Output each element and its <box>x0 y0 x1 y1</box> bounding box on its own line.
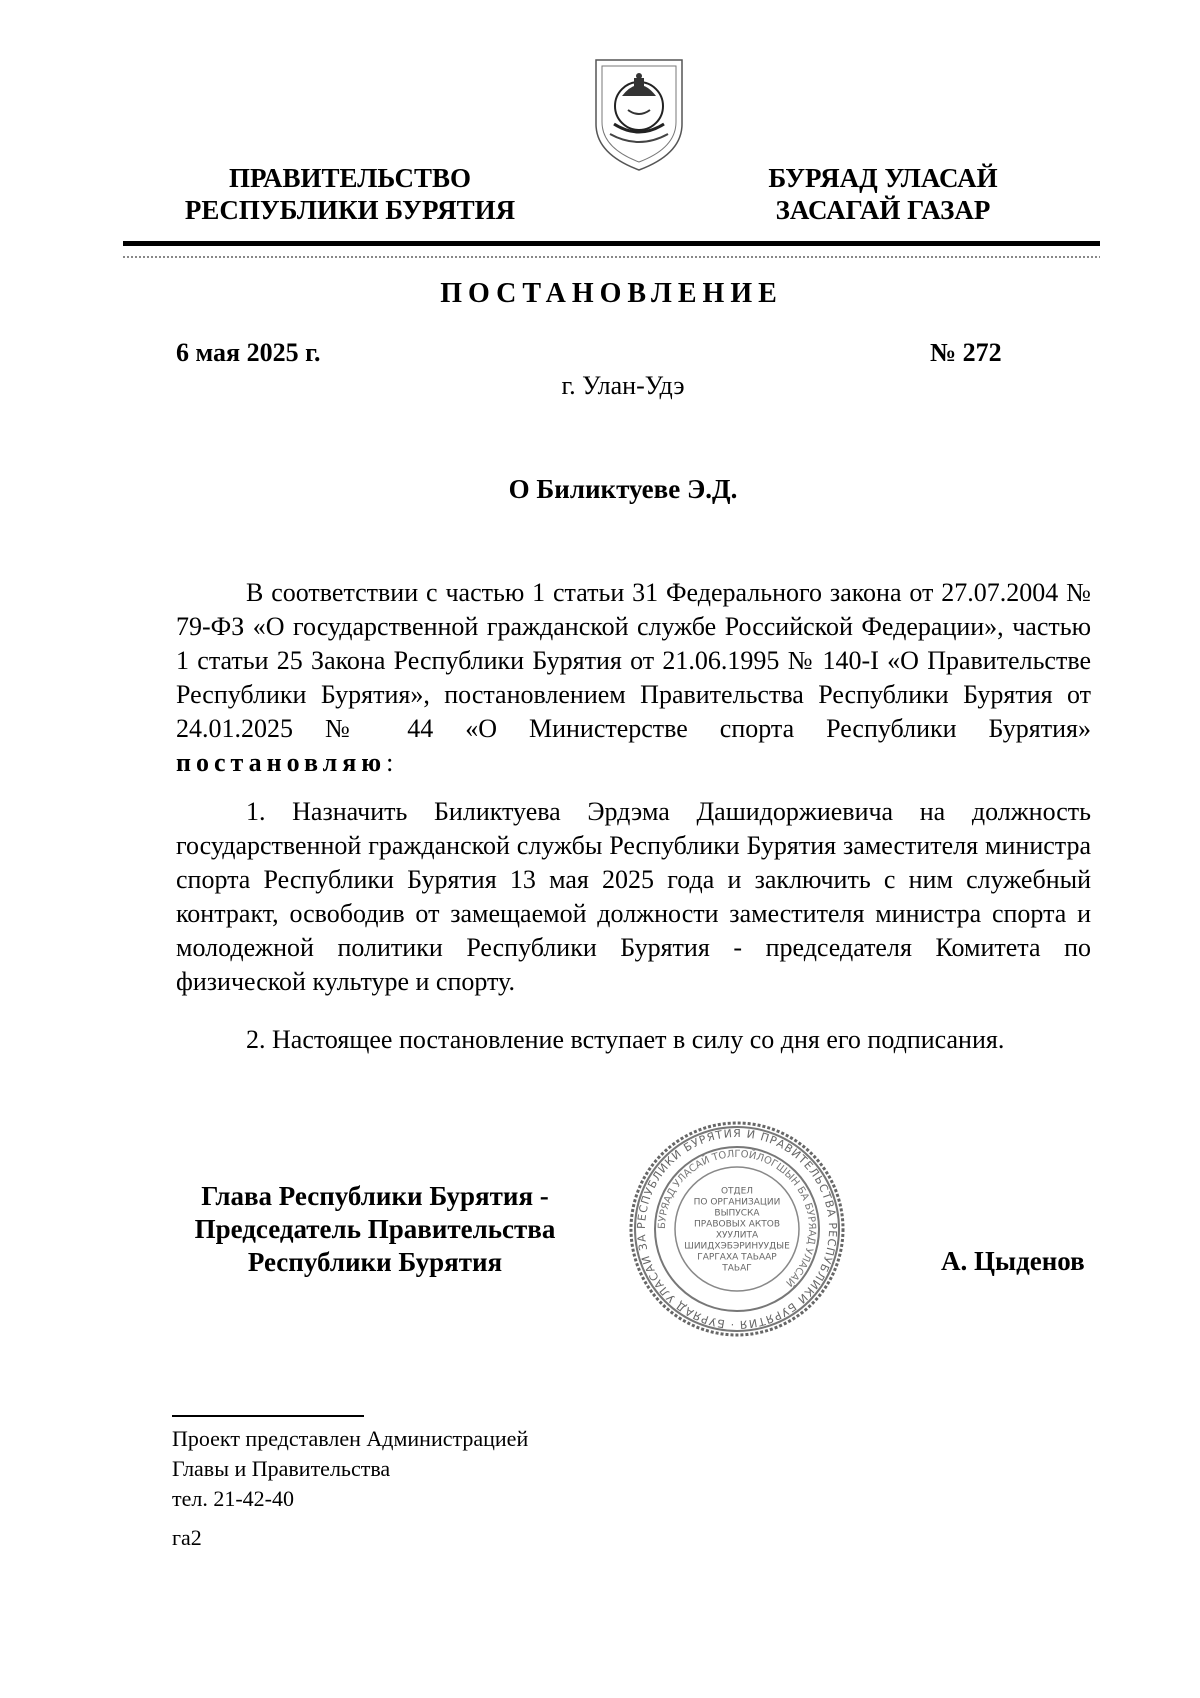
header-left-line2: РЕСПУБЛИКИ БУРЯТИЯ <box>184 195 516 225</box>
official-seal <box>628 1120 846 1338</box>
header-right <box>738 162 1028 226</box>
seal-center-line: ПО ОРГАНИЗАЦИИ <box>693 1197 781 1208</box>
document-city: г. Улан-Удэ <box>561 371 685 400</box>
header-divider-thin <box>123 256 1100 258</box>
preamble-text: В соответствии с частью 1 статьи 31 Федерального закона от 27.07.2004 № 79-ФЗ «О государственной гражданской службе Российской Федерации», частью 1 статьи 25 Закона Республики Бурятия от 21.06.1995 № 140-I «О Правительстве Республики Бурятия», постановлением Правительства Республики Бурятия от 24.01.2025 № 44 «О Министерстве спорта Республики Бурятия» <box>176 578 1091 743</box>
footer-line2: Главы и Правительства <box>172 1456 391 1481</box>
seal-center-line: ШИИДХЭБЭРИНУУДЫЕ <box>684 1241 790 1252</box>
footer-note <box>172 1424 528 1514</box>
signer-name: А. Цыденов <box>941 1246 1085 1276</box>
preamble-resolution: постановляю <box>176 748 387 777</box>
header-left-line1: ПРАВИТЕЛЬСТВО <box>228 163 472 193</box>
seal-center-line: ПРАВОВЫХ АКТОВ <box>693 1219 781 1230</box>
seal-outer-text: РЕСПУБЛИКИ БУРЯТИЯ И ПРАВИТЕЛЬСТВА РЕСПУБЛИКИ БУРЯТИЯ · БУРЯАД УЛАСАЙ ЗА <box>634 1126 840 1332</box>
signer-title <box>155 1180 595 1279</box>
footer-phone: тел. 21-42-40 <box>172 1486 295 1511</box>
seal-center-line: ХУУЛИТА <box>715 1230 759 1241</box>
preamble-colon: : <box>386 748 394 777</box>
paragraph-item-2: 2. Настоящее постановление вступает в силу со дня его подписания. <box>246 1025 1005 1054</box>
signer-title-line1: Глава Республики Бурятия - <box>201 1181 549 1211</box>
seal-center-line: ГАРГАХА ТАЬААР <box>697 1252 777 1263</box>
footer-divider <box>172 1415 364 1417</box>
header-divider-thick <box>123 241 1100 246</box>
footer-line1: Проект представлен Администрацией <box>172 1426 529 1451</box>
coat-of-arms-icon <box>592 54 686 174</box>
document-date: 6 мая 2025 г. <box>176 338 321 367</box>
document-code: га2 <box>172 1525 202 1550</box>
header-left <box>170 162 530 226</box>
seal-inner-text: БУРЯАД УЛАСАЙ ТОЛГОЙЛОГШЫН БА БУРЯАД УЛАСАЙ <box>656 1148 818 1289</box>
paragraph-preamble <box>176 576 1091 780</box>
paragraph-item-1: 1. Назначить Биликтуева Эрдэма Дашидоржиевича на должность государственной гражданской службы Республики Бурятия заместителя министра спорта Республики Бурятия 13 мая 2025 года и заключить с ним служебный контракт, освободив от замещаемой должности заместителя министра спорта и молодежной политики Республики Бурятия - председателя Комитета по физической культуре и спорту. <box>176 797 1091 996</box>
seal-center-line: ВЫПУСКА <box>714 1208 760 1219</box>
document-number: № 272 <box>930 338 1002 367</box>
header-right-line1: БУРЯАД УЛАСАЙ <box>768 163 998 193</box>
signer-title-line3: Республики Бурятия <box>247 1247 503 1277</box>
signer-title-line2: Председатель Правительства <box>194 1214 556 1244</box>
document-title: О Биликтуеве Э.Д. <box>508 474 738 504</box>
seal-center-line: ТАЬАГ <box>722 1263 752 1274</box>
header-right-line2: ЗАСАГАЙ ГАЗАР <box>775 195 991 225</box>
document-type: ПОСТАНОВЛЕНИЕ <box>440 278 783 309</box>
seal-center-line: ОТДЕЛ <box>720 1186 754 1197</box>
